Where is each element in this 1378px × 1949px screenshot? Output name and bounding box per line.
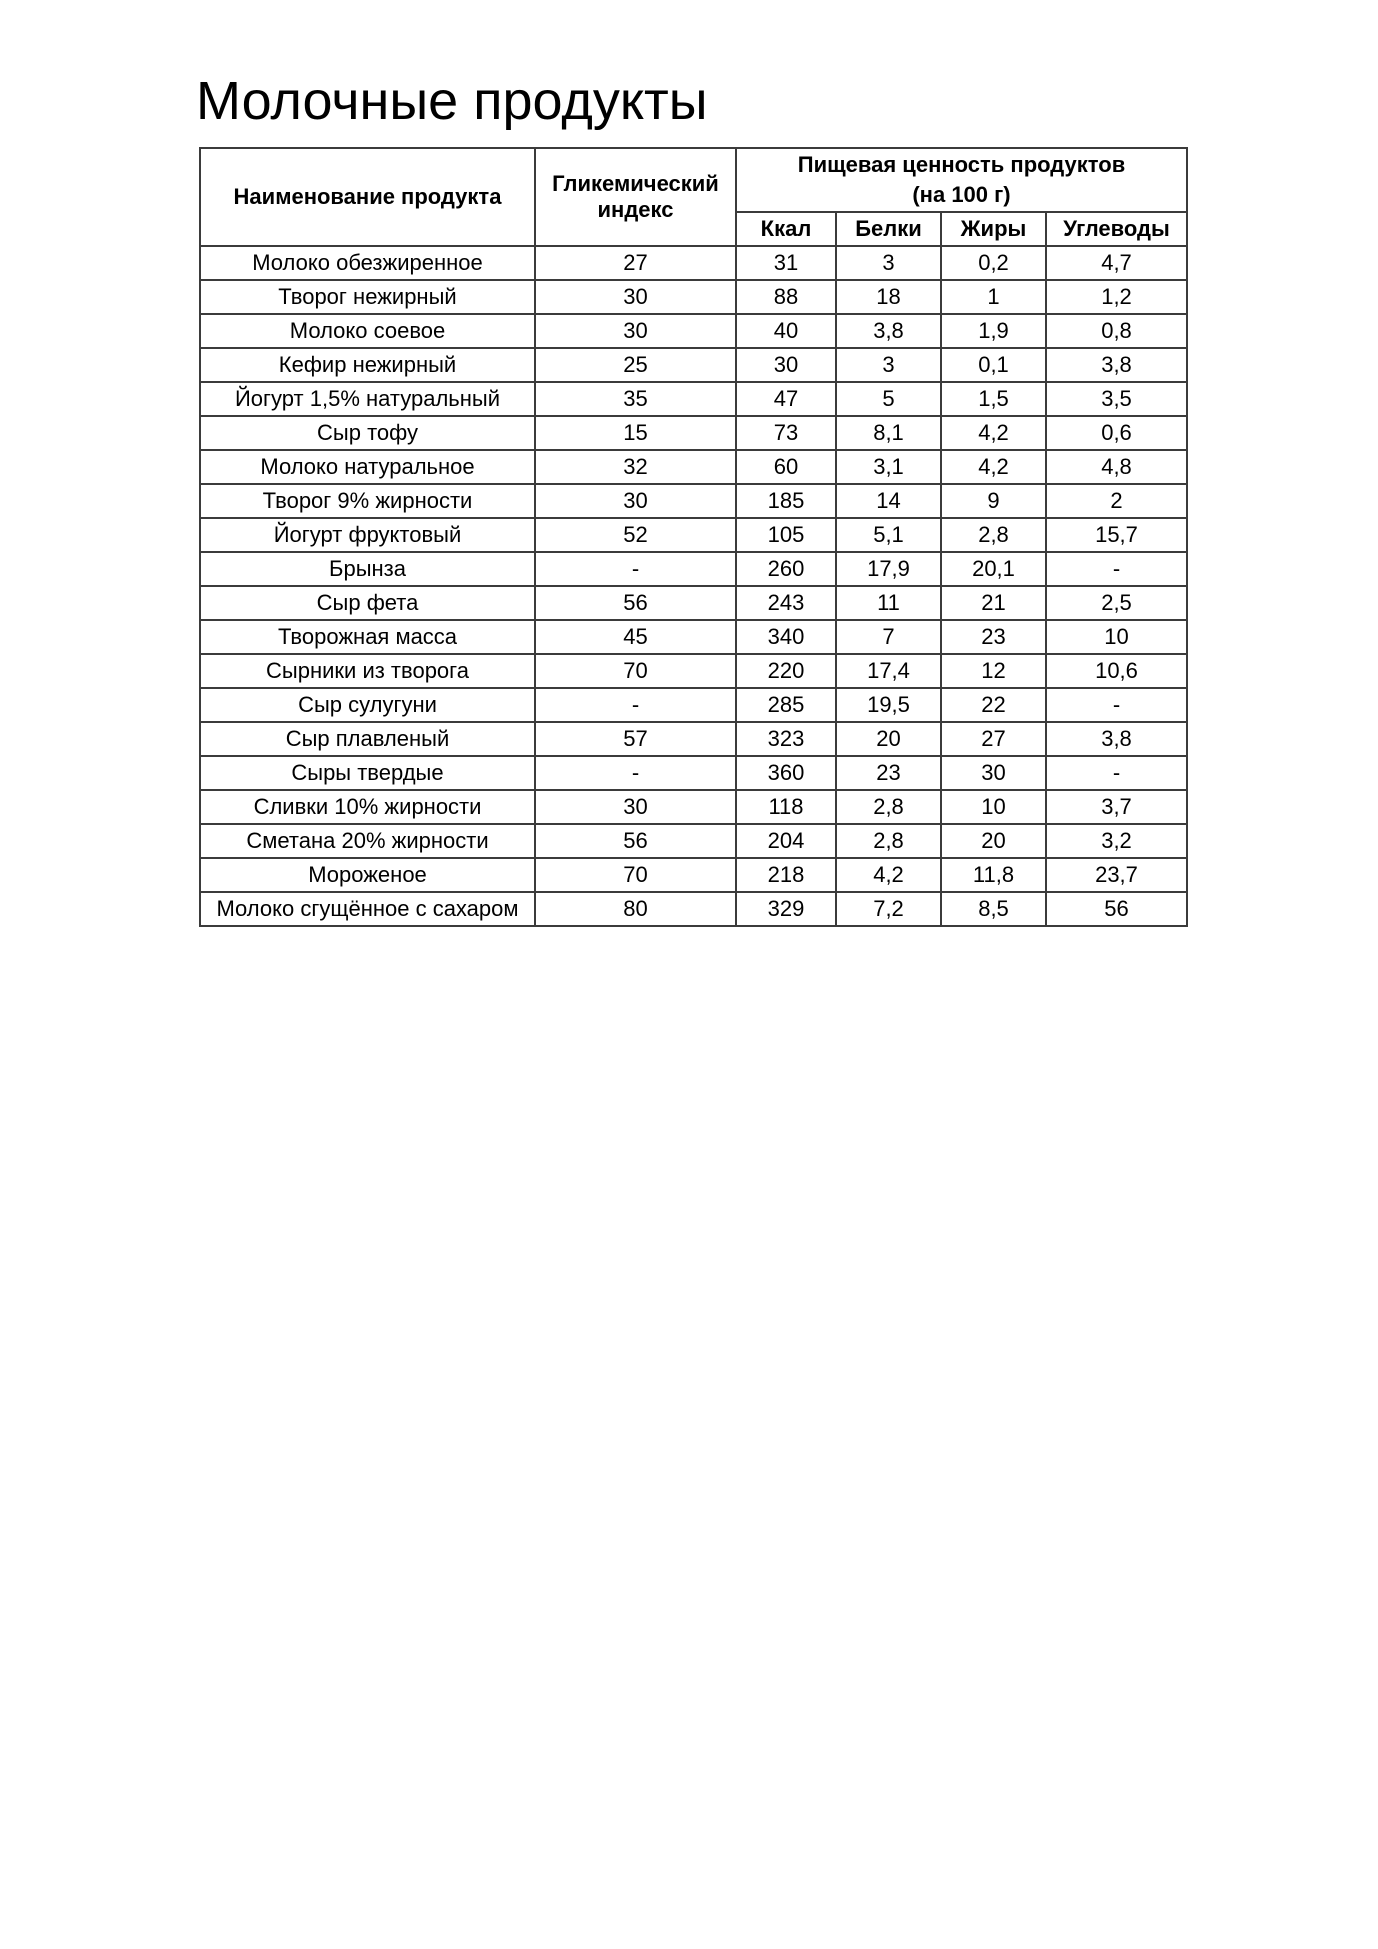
gi-cell: 70 [535,654,736,688]
table-row [200,314,1187,348]
dairy-products-table [199,147,1188,927]
kcal-cell: 60 [736,450,836,484]
kcal-cell: 329 [736,892,836,926]
table-row [200,824,1187,858]
product-name-cell: Сыр тофу [200,416,535,450]
protein-cell: 2,8 [836,824,941,858]
product-name-cell: Мороженое [200,858,535,892]
product-name-cell: Сливки 10% жирности [200,790,535,824]
protein-cell: 20 [836,722,941,756]
carbs-cell: 3,5 [1046,382,1187,416]
column-header-product-name: Наименование продукта [200,148,535,246]
protein-cell: 17,4 [836,654,941,688]
header-row-group [200,148,1187,212]
fat-cell: 0,2 [941,246,1046,280]
kcal-cell: 31 [736,246,836,280]
nutrition-group-line2: (на 100 г) [912,182,1011,207]
protein-cell: 4,2 [836,858,941,892]
gi-cell: 70 [535,858,736,892]
product-name-cell: Творог 9% жирности [200,484,535,518]
fat-cell: 21 [941,586,1046,620]
kcal-cell: 118 [736,790,836,824]
table-row [200,450,1187,484]
table-row [200,518,1187,552]
kcal-cell: 260 [736,552,836,586]
gi-cell: 80 [535,892,736,926]
table-row [200,348,1187,382]
protein-cell: 23 [836,756,941,790]
carbs-cell: 10,6 [1046,654,1187,688]
protein-cell: 17,9 [836,552,941,586]
carbs-cell: 10 [1046,620,1187,654]
gi-cell: 35 [535,382,736,416]
nutrition-group-line1: Пищевая ценность продуктов [797,152,1126,178]
column-header-glycemic-index: Гликемический индекс [535,148,736,246]
protein-cell: 11 [836,586,941,620]
carbs-cell: 3,8 [1046,348,1187,382]
fat-cell: 4,2 [941,416,1046,450]
table-row [200,722,1187,756]
table-row [200,280,1187,314]
gi-cell: 45 [535,620,736,654]
protein-cell: 7,2 [836,892,941,926]
kcal-cell: 204 [736,824,836,858]
gi-cell: 56 [535,824,736,858]
fat-cell: 9 [941,484,1046,518]
carbs-cell: 56 [1046,892,1187,926]
protein-cell: 14 [836,484,941,518]
table-row [200,654,1187,688]
table-row [200,892,1187,926]
product-name-cell: Сметана 20% жирности [200,824,535,858]
product-name-cell: Сыр фета [200,586,535,620]
carbs-cell: 0,6 [1046,416,1187,450]
product-name-cell: Брынза [200,552,535,586]
product-name-cell: Сырники из творога [200,654,535,688]
gi-cell: - [535,756,736,790]
fat-cell: 22 [941,688,1046,722]
carbs-cell: 4,8 [1046,450,1187,484]
product-name-cell: Сыр сулугуни [200,688,535,722]
gi-cell: 56 [535,586,736,620]
gi-cell: 52 [535,518,736,552]
gi-cell: 32 [535,450,736,484]
fat-cell: 2,8 [941,518,1046,552]
kcal-cell: 30 [736,348,836,382]
table-row [200,756,1187,790]
gi-cell: 27 [535,246,736,280]
fat-cell: 8,5 [941,892,1046,926]
carbs-cell: - [1046,688,1187,722]
product-name-cell: Кефир нежирный [200,348,535,382]
product-name-cell: Молоко обезжиренное [200,246,535,280]
carbs-cell: 4,7 [1046,246,1187,280]
protein-cell: 3 [836,246,941,280]
gi-cell: 30 [535,790,736,824]
product-name-cell: Творожная масса [200,620,535,654]
carbs-cell: 15,7 [1046,518,1187,552]
product-name-cell: Йогурт фруктовый [200,518,535,552]
gi-cell: 57 [535,722,736,756]
gi-cell: - [535,688,736,722]
carbs-cell: 3,2 [1046,824,1187,858]
table-row [200,688,1187,722]
product-name-cell: Молоко сгущённое с сахаром [200,892,535,926]
carbs-cell: 2 [1046,484,1187,518]
protein-cell: 5 [836,382,941,416]
fat-cell: 11,8 [941,858,1046,892]
table-body [200,246,1187,926]
protein-cell: 19,5 [836,688,941,722]
kcal-cell: 88 [736,280,836,314]
carbs-cell: 2,5 [1046,586,1187,620]
fat-cell: 1 [941,280,1046,314]
table-row [200,586,1187,620]
gi-cell: 30 [535,280,736,314]
protein-cell: 7 [836,620,941,654]
fat-cell: 30 [941,756,1046,790]
kcal-cell: 220 [736,654,836,688]
table-row [200,858,1187,892]
fat-cell: 1,5 [941,382,1046,416]
protein-cell: 18 [836,280,941,314]
page-title: Молочные продукты [196,71,708,132]
carbs-cell: 3,8 [1046,722,1187,756]
table-row [200,484,1187,518]
carbs-cell: - [1046,756,1187,790]
kcal-cell: 40 [736,314,836,348]
protein-cell: 5,1 [836,518,941,552]
fat-cell: 27 [941,722,1046,756]
column-header-fat: Жиры [941,212,1046,246]
kcal-cell: 323 [736,722,836,756]
table-row [200,552,1187,586]
fat-cell: 20,1 [941,552,1046,586]
product-name-cell: Сыр плавленый [200,722,535,756]
product-name-cell: Йогурт 1,5% натуральный [200,382,535,416]
product-name-cell: Творог нежирный [200,280,535,314]
kcal-cell: 285 [736,688,836,722]
fat-cell: 23 [941,620,1046,654]
table-row [200,246,1187,280]
carbs-cell: 3,7 [1046,790,1187,824]
carbs-cell: 0,8 [1046,314,1187,348]
gi-cell: - [535,552,736,586]
column-header-kcal: Ккал [736,212,836,246]
fat-cell: 20 [941,824,1046,858]
kcal-cell: 185 [736,484,836,518]
kcal-cell: 218 [736,858,836,892]
gi-cell: 15 [535,416,736,450]
protein-cell: 3,8 [836,314,941,348]
protein-cell: 3 [836,348,941,382]
table-row [200,790,1187,824]
kcal-cell: 340 [736,620,836,654]
kcal-cell: 105 [736,518,836,552]
gi-cell: 25 [535,348,736,382]
carbs-cell: - [1046,552,1187,586]
gi-cell: 30 [535,484,736,518]
table-row [200,620,1187,654]
fat-cell: 12 [941,654,1046,688]
fat-cell: 4,2 [941,450,1046,484]
protein-cell: 3,1 [836,450,941,484]
column-header-carbs: Углеводы [1046,212,1187,246]
product-name-cell: Сыры твердые [200,756,535,790]
table-row [200,416,1187,450]
protein-cell: 2,8 [836,790,941,824]
product-name-cell: Молоко натуральное [200,450,535,484]
carbs-cell: 1,2 [1046,280,1187,314]
column-header-protein: Белки [836,212,941,246]
table-header [200,148,1187,246]
product-name-cell: Молоко соевое [200,314,535,348]
kcal-cell: 73 [736,416,836,450]
protein-cell: 8,1 [836,416,941,450]
gi-cell: 30 [535,314,736,348]
column-header-nutrition-group [736,148,1187,212]
fat-cell: 0,1 [941,348,1046,382]
table-row [200,382,1187,416]
fat-cell: 1,9 [941,314,1046,348]
kcal-cell: 243 [736,586,836,620]
carbs-cell: 23,7 [1046,858,1187,892]
kcal-cell: 47 [736,382,836,416]
kcal-cell: 360 [736,756,836,790]
fat-cell: 10 [941,790,1046,824]
